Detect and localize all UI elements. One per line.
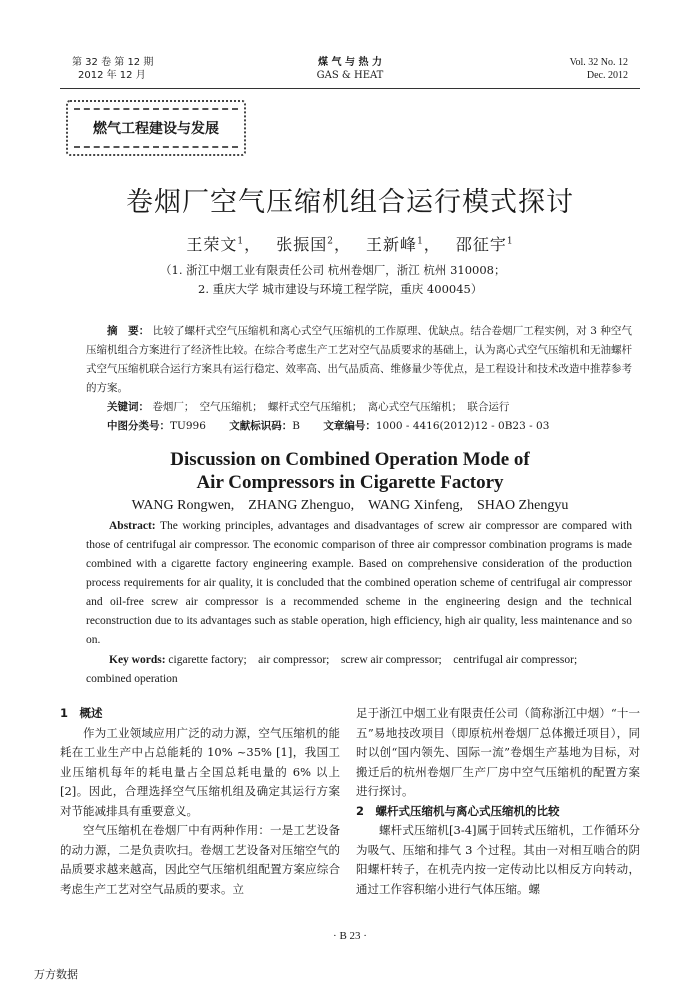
date-en: Dec. 2012 (586, 70, 628, 81)
body-paragraph: 空气压缩机在卷烟厂中有两种作用：一是工艺设备的动力源，二是负责吹扫。卷烟工艺设备对压缩空气的品质要求越来越高，因此空气压缩机组配置方案应综合考虑生产工艺对空气品质的要求。立 (60, 823, 340, 896)
journal-name-en: GAS & HEAT (316, 70, 384, 81)
column-banner (66, 100, 246, 156)
authors-cn: 王荣文$^1$， 张振国$^2$， 王新峰$^1$， 邵征宇$^1$ (186, 235, 514, 254)
article-title-en (0, 448, 700, 494)
authors-en: WANG Rongwen, ZHANG Zhenguo, WANG Xinfeng, SHAO Zhengyu (131, 498, 569, 513)
header-rule (60, 88, 640, 89)
keywords-en-label: Key words: (109, 654, 166, 666)
footer-watermark: 万方数据 (34, 968, 78, 981)
keywords-cn-text: 卷烟厂； 空气压缩机； 螺杆式空气压缩机； 离心式空气压缩机； 联合运行 (152, 401, 510, 413)
clc-value: TU996 (170, 420, 206, 432)
author-name: 王新峰 (366, 235, 418, 254)
doc-code-value: B (292, 420, 300, 432)
author-sup: 1 (417, 236, 424, 247)
body-column-left (60, 704, 340, 899)
section-heading: 2 螺杆式压缩机与离心式压缩机的比较 (356, 803, 560, 818)
classification-line (86, 417, 632, 436)
author-sup: 1 (506, 236, 514, 247)
doc-code-label: 文献标识码： (229, 420, 293, 432)
abstract-cn-text: 比较了螺杆式空气压缩机和离心式空气压缩机的工作原理、优缺点。结合卷烟厂工程实例，对 3 种空气压缩机组合方案进行了经济性比较。在综合考虑生产工艺对空气品质要求的基础上，认为离心式空气压缩机和无油螺杆式空气压缩机联合运行方案具有运行稳定、效率高、出气品质高、维修量少等优点，是工程设计和技术改造中推荐参考的方案。 (86, 325, 633, 394)
author-name: 王荣文 (186, 235, 238, 254)
affiliation-line: 2. 重庆大学 城市建设与环境工程学院，重庆 400045） (198, 282, 483, 296)
article-title-en-text: Discussion on Combined Operation Mode of Air Compressors in Cigarette Factory (170, 449, 530, 493)
abstract-cn-label: 摘 要： (107, 325, 150, 337)
section-heading: 1 概述 (60, 706, 103, 720)
author-name: 邵征宇 (455, 235, 507, 254)
abstract-en-body (86, 517, 632, 650)
clc-label: 中图分类号： (107, 420, 170, 432)
keywords-cn-label: 关键词： (107, 401, 149, 413)
column-banner-label: 燃气工程建设与发展 (74, 108, 238, 148)
volume-en: Vol. 32 No. 12 (569, 57, 628, 68)
body-paragraph: 螺杆式压缩机[3-4]属于回转式压缩机，工作循环分为吸气、压缩和排气 3 个过程。其由一对相互啮合的阴阳螺杆转子，在机壳内按一定传动比以相反方向转动，通过工作容积缩小进行气体压缩。螺 (356, 823, 640, 896)
abstract-cn (86, 322, 632, 436)
volume-cn: 第 32 卷 第 12 期 (72, 57, 154, 68)
keywords-en-text: cigarette factory; air compressor; screw air compressor; centrifugal air compressor; combined operation (86, 654, 589, 685)
abstract-en-text: The working principles, advantages and disadvantages of screw air compressor are compared with those of centrifugal air compressor. The economic comparison of three air compressor combination programs is made combined with a cigarette factory engineering example. Based on comprehensive consideration of the production process requirements for air quality, it is concluded that the combined operation scheme of centrifugal air compressor and oil-free screw air compressor is a recommended scheme in the engineering design and the technical reconstruction due to its advantages such as stable operation, high efficiency, high air quality, less maintenance and so on. (86, 520, 633, 646)
journal-name-cn: 煤 气 与 热 力 (318, 57, 382, 68)
body-column-right (356, 704, 640, 899)
affiliations (160, 261, 640, 299)
author-name: 张振国 (276, 235, 328, 254)
article-title-cn: 卷烟厂空气压缩机组合运行模式探讨 (126, 187, 574, 218)
abstract-cn-body (86, 322, 632, 398)
keywords-en-body (86, 651, 632, 689)
article-no-value: 1000 - 4416(2012)12 - 0B23 - 03 (375, 420, 550, 432)
abstract-en-label: Abstract: (109, 520, 156, 532)
body-paragraph: 作为工业领域应用广泛的动力源，空气压缩机的能耗在工业生产中占总能耗的 10% ~35% [1]，我国工业压缩机每年的耗电量占全国总耗电量的 6% 以上[2]。因此，合理选择空气压缩机组及确定其运行方案对节能减排具有重要意义。 (60, 725, 340, 818)
article-no-label: 文章编号： (323, 420, 376, 432)
affiliation-line: （1. 浙江中烟工业有限责任公司 杭州卷烟厂，浙江 杭州 310008； (160, 263, 506, 277)
body-paragraph: 足于浙江中烟工业有限责任公司（简称浙江中烟）“十一五”易地技改项目（即原杭州卷烟厂总体搬迁项目），同时以创“国内领先、国际一流”卷烟生产基地为目标，对搬迁后的杭州卷烟厂生产厂房中空气压缩机的配置方案进行探讨。 (356, 706, 640, 798)
date-cn: 2012 年 12 月 (78, 70, 146, 81)
page-number: · B 23 · (333, 930, 367, 942)
keywords-en (86, 651, 632, 689)
header-volume-en (570, 56, 628, 82)
abstract-en (86, 517, 632, 650)
author-sup: 2 (327, 236, 334, 247)
keywords-cn (86, 398, 632, 417)
author-sup: 1 (237, 236, 245, 247)
